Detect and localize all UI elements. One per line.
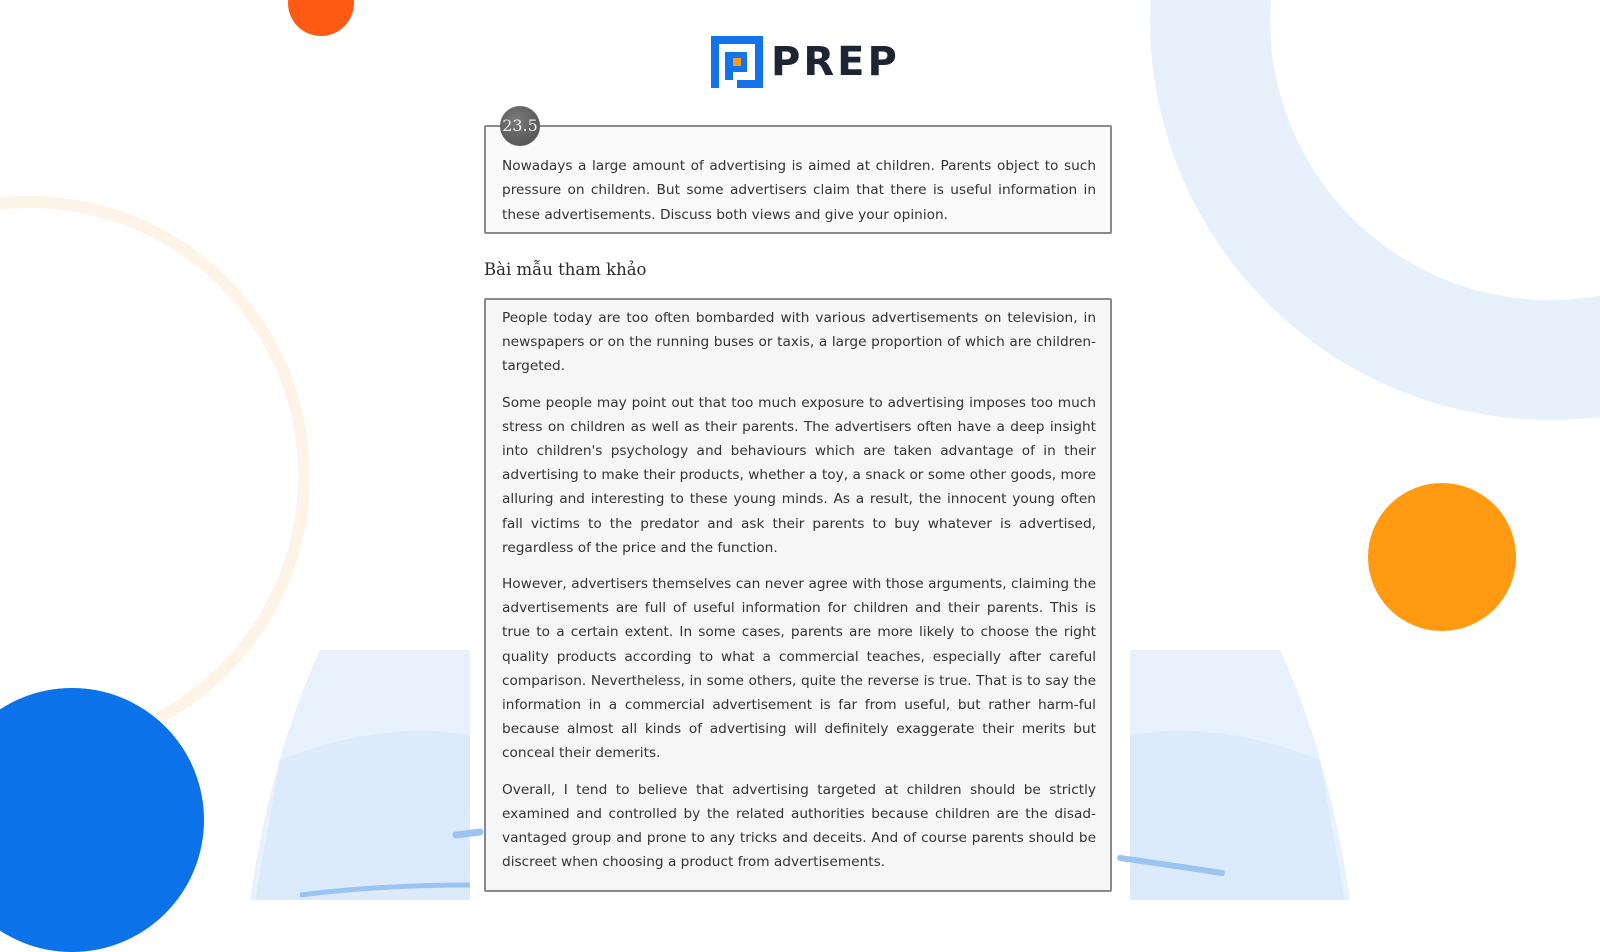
essay-paragraph: Some people may point out that too much exposure to advertising imposes too much stress on children as well as their parents. The advertisers often have a deep insight into children's psychology and behaviours which are taken advantage of in their advertising to make their products, whether a toy, a snack or some other goods, more alluring and interesting to these young minds. As a result, the innocent young often fall victims to the predator and ask their parents to buy whatever is advertised, regardless of the price and the function.	[502, 394, 1096, 556]
essay-paragraph: Overall, I tend to believe that advertising targeted at children should be strictly examined and controlled by the related authorities because children are the disad-vantaged group and prone to any tricks and deceits. And of course parents should be discreet when choosing a product from advertisements.	[502, 781, 1096, 871]
essay-paragraph: However, advertisers themselves can never agree with those arguments, claiming the advertisements are full of useful information for children and their parents. This is true to a certain extent. In some cases, parents are more likely to choose the right quality products according to what a commercial teaches, especially after careful comparison. Nevertheless, in some others, quite the reverse is true. That is to say the information in a commercial advertisement is far from useful, but rather harm-ful because almost all kinds of advertising will definitely exaggerate their merits but conceal their demerits.	[502, 576, 1096, 762]
prep-logo-icon	[711, 36, 763, 88]
task-prompt-text: Nowadays a large amount of advertising is aimed at children. Parents object to such pressure on children. But some advertisers claim that there is useful information in these advertisements. Discuss both views and give your opinion.	[502, 158, 1096, 223]
task-number-badge: 23.5	[500, 106, 540, 146]
brand-name: PREP	[771, 39, 900, 85]
decorative-circle-orange-right	[1368, 483, 1516, 631]
essay-paragraph: People today are too often bombarded with various advertisements on television, in newspapers or on the running buses or taxis, a large proportion of which are children-targeted.	[502, 310, 1096, 375]
prep-logo[interactable]	[711, 36, 900, 88]
sample-essay	[502, 306, 1096, 886]
sample-essay-heading: Bài mẫu tham khảo	[484, 260, 647, 279]
